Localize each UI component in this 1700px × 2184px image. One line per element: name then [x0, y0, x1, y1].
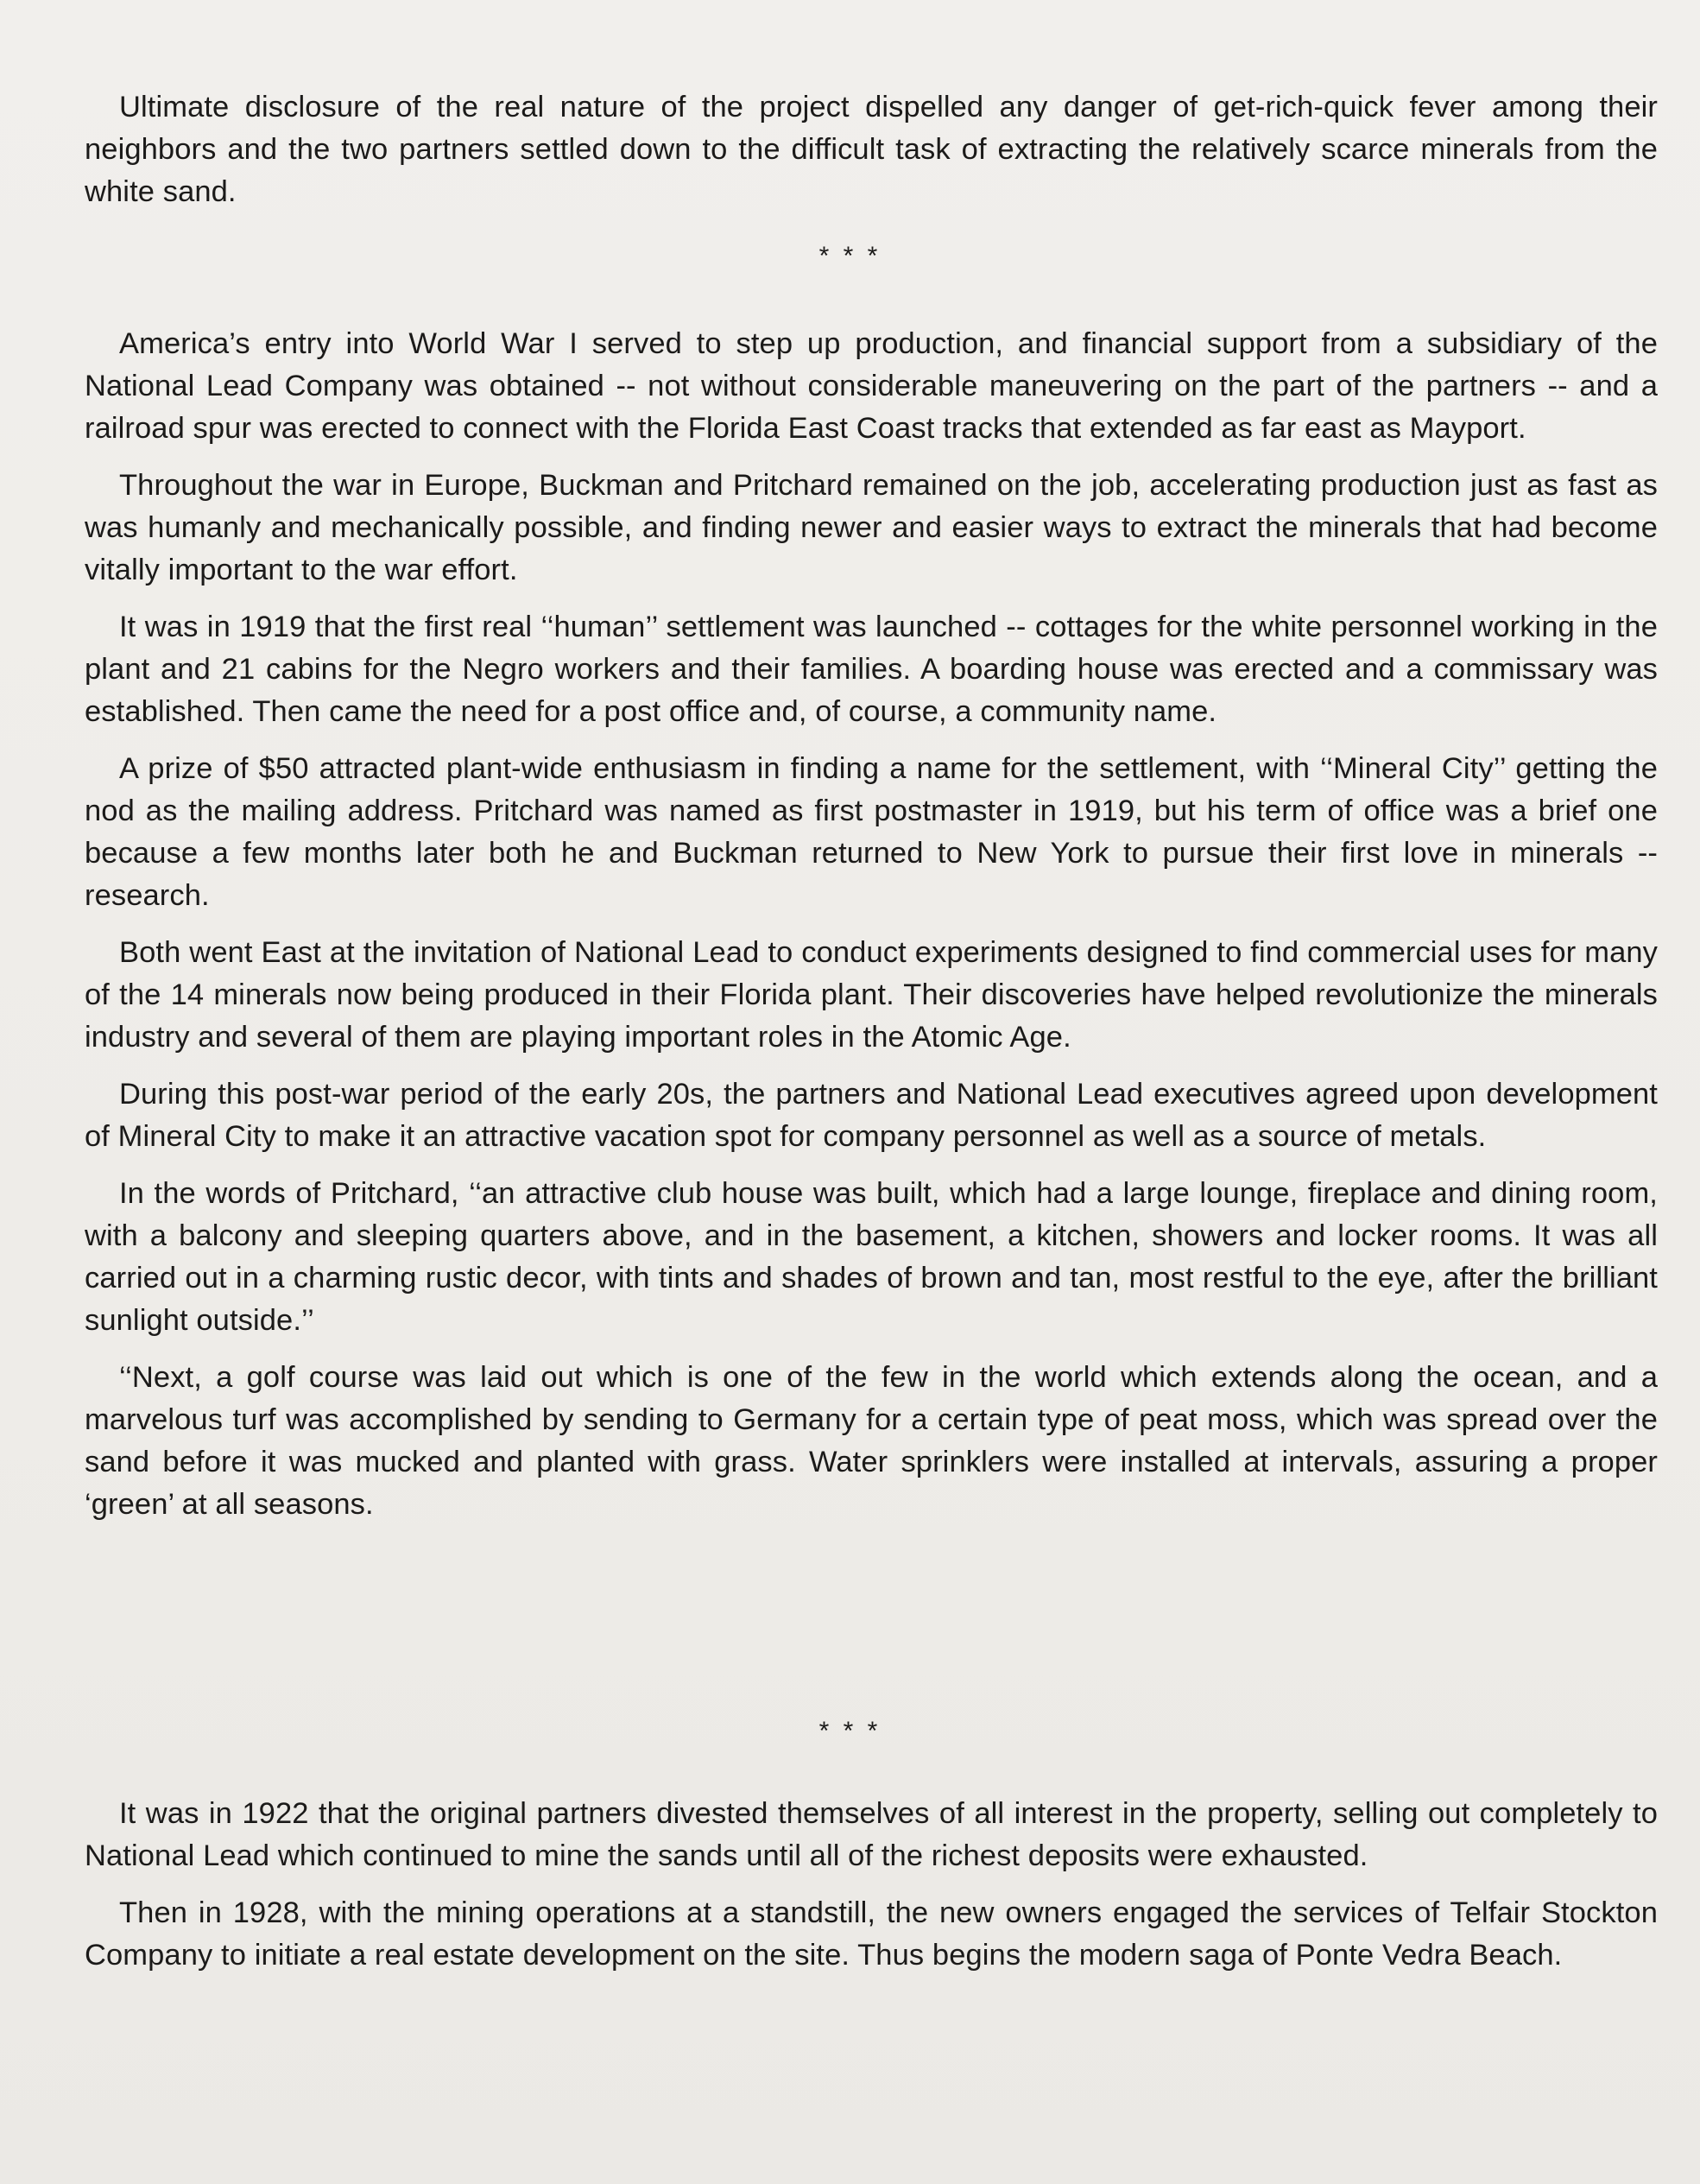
paragraph: During this post-war period of the early 20s, the partners and National Lead executives agreed upon development of Mineral City to make it an attractive vacation spot for company personnel as well as a source of metals. [85, 1078, 1658, 1153]
paragraph: ‘‘Next, a golf course was laid out which is one of the few in the world which extends along the ocean, and a marvelous turf was accomplished by sending to Germany for a certain type of peat moss, which was spread over the sand before it was mucked and planted with grass. Water sprinklers were installed at intervals, assuring a proper ‘green’ at all seasons. [85, 1361, 1658, 1521]
section-separator: * * * [818, 1717, 882, 1745]
paragraph: In the words of Pritchard, ‘‘an attractive club house was built, which had a large lounge, fireplace and dining room, with a balcony and sleeping quarters above, and in the basement, a kitchen, showers and locker rooms. It was all carried out in a charming rustic decor, with tints and shades of brown and tan, most restful to the eye, after the brilliant sunlight outside.’’ [85, 1177, 1658, 1337]
paragraph: America’s entry into World War I served to step up production, and financial support from a subsidiary of the National Lead Company was obtained -- not without considerable maneuvering on the part of the partners -- and a railroad spur was erected to connect with the Florida East Coast tracks that extended as far east as Mayport. [85, 327, 1658, 445]
paragraph: It was in 1919 that the first real ‘‘human’’ settlement was launched -- cottages for the white personnel working in the plant and 21 cabins for the Negro workers and their families. A boarding house was erected and a commissary was established. Then came the need for a post office and, of course, a community name. [85, 611, 1658, 728]
paragraph: Throughout the war in Europe, Buckman and Pritchard remained on the job, accelerating production just as fast as was humanly and mechanically possible, and finding newer and easier ways to extract the minerals that had become vitally important to the war effort. [85, 469, 1658, 586]
paragraph: It was in 1922 that the original partners divested themselves of all interest in the property, selling out completely to National Lead which continued to mine the sands until all of the richest deposits were exhausted. [85, 1797, 1658, 1872]
middle-section [85, 323, 1658, 1541]
paragraph: Then in 1928, with the mining operations at a standstill, the new owners engaged the services of Telfair Stockton Company to initiate a real estate development on the site. Thus begins the modern saga of Ponte Vedra Beach. [85, 1896, 1658, 1972]
bottom-section [85, 1793, 1658, 1991]
paragraph: Ultimate disclosure of the real nature of the project dispelled any danger of get-rich-quick fever among their neighbors and the two partners settled down to the difficult task of extracting the relatively scarce minerals from the white sand. [85, 91, 1658, 208]
top-section [85, 86, 1658, 228]
paragraph: A prize of $50 attracted plant-wide enthusiasm in finding a name for the settlement, with ‘‘Mineral City’’ getting the nod as the mailing address. Pritchard was named as first postmaster in 1919, but his term of office was a brief one because a few months later both he and Buckman returned to New York to pursue their first love in minerals -- research. [85, 752, 1658, 912]
paragraph: Both went East at the invitation of National Lead to conduct experiments designed to find commercial uses for many of the 14 minerals now being produced in their Florida plant. Their discoveries have helped revolutionize the minerals industry and several of them are playing important roles in the Atomic Age. [85, 936, 1658, 1054]
section-separator: * * * [818, 242, 882, 270]
